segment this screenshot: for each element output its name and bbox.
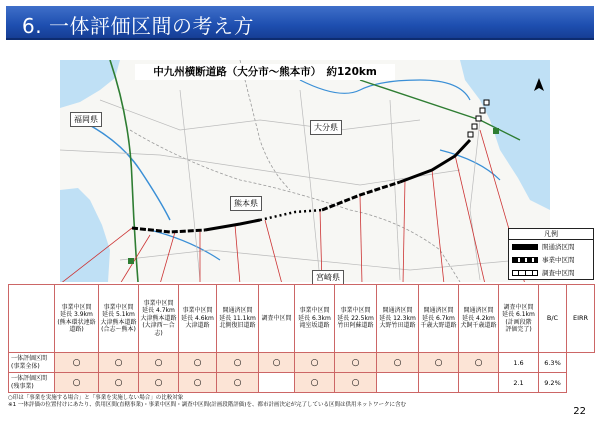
column-header-line: 大野竹田道路	[379, 322, 416, 330]
column-header-line: 事業中区間	[103, 303, 134, 311]
column-header-line: 延長 11.1km	[219, 314, 256, 322]
column-header-line: (合志～熊本)	[101, 326, 136, 333]
column-header-line: 延長 6.1km	[502, 311, 535, 318]
inclusion-mark-cell: ○	[217, 373, 259, 393]
column-header-line: 開通済区間	[382, 307, 413, 315]
section-column-header	[179, 285, 217, 353]
section-column-header	[499, 285, 539, 353]
section-column-header	[459, 285, 499, 353]
legend-item-survey	[509, 266, 593, 279]
region-label-kumamoto: 熊本県	[230, 196, 262, 211]
inclusion-mark-cell: ○	[139, 373, 179, 393]
section-column-header	[567, 285, 595, 353]
legend-item-label: 事業中区間	[542, 256, 575, 264]
column-header-line: (熊本環状連絡道路)	[57, 318, 96, 333]
column-header-line: (大津西～合志)	[142, 322, 175, 337]
column-header-line: 調査中区間	[261, 314, 292, 322]
column-header-line: B/C	[546, 314, 559, 323]
legend-item-project	[509, 253, 593, 266]
row-label-line: 一体評価区間	[11, 374, 48, 382]
column-header-line: 延長 4.2km	[462, 314, 495, 322]
north-arrow-icon	[533, 78, 545, 92]
column-header-line: 延長 3.9km	[60, 311, 93, 318]
inclusion-mark-cell: ○	[295, 353, 335, 373]
column-header-line: (計画段階	[505, 318, 532, 326]
section-column-header	[539, 285, 567, 353]
table-header-row	[9, 285, 595, 353]
row-label	[9, 373, 55, 393]
column-header-line: 大津道路	[185, 322, 210, 330]
inclusion-mark-cell: ○	[377, 353, 419, 373]
column-header-line: 大津熊本道路	[100, 318, 137, 326]
page-number: 22	[573, 406, 586, 417]
region-label-miyazaki: 宮崎県	[312, 270, 344, 285]
column-header-line: 開通済区間	[463, 307, 494, 315]
section-column-header	[55, 285, 99, 353]
column-header-line: 延長 5.1km	[102, 311, 135, 318]
column-header-line: 千歳大野道路	[420, 322, 457, 330]
page-title: 6. 一体評価区間の考え方	[22, 14, 254, 38]
column-header-line: 評価完了)	[505, 326, 532, 333]
table-corner-cell	[9, 285, 55, 353]
legend-item-open	[509, 240, 593, 253]
title-bar	[6, 6, 594, 40]
column-header-line: 大津熊本道路	[140, 314, 177, 322]
section-column-header	[139, 285, 179, 353]
bc-value: 1.6	[499, 353, 539, 373]
row-label	[9, 353, 55, 373]
region-label-oita: 大分県	[310, 120, 342, 135]
evaluation-table	[8, 284, 595, 393]
route-map	[60, 60, 550, 282]
column-header-line: 延長 6.3km	[298, 314, 331, 322]
column-header-line: 滝室坂道路	[299, 322, 330, 330]
inclusion-mark-cell: ○	[139, 353, 179, 373]
inclusion-mark-cell: ○	[99, 353, 139, 373]
project-section-swatch-icon	[512, 257, 538, 263]
column-header-line: 調査中区間	[503, 303, 534, 311]
column-header-line: 犬飼千歳道路	[460, 322, 497, 330]
column-header-line: 延長 22.5km	[337, 314, 374, 322]
legend-item-label: 調査中区間	[542, 269, 575, 277]
section-column-header	[295, 285, 335, 353]
inclusion-mark-cell	[377, 373, 419, 393]
survey-section-swatch-icon	[512, 270, 538, 276]
table-row	[9, 353, 595, 373]
column-header-line: 事業中区間	[182, 307, 213, 315]
region-label-fukuoka: 福岡県	[70, 112, 102, 127]
column-header-line: 北側復旧道路	[219, 322, 256, 330]
section-column-header	[335, 285, 377, 353]
row-label-line: (残事業)	[11, 382, 34, 390]
inclusion-mark-cell: ○	[419, 353, 459, 373]
column-header-line: EIRR	[572, 314, 589, 323]
bc-value: 2.1	[499, 373, 539, 393]
inclusion-mark-cell	[259, 373, 295, 393]
column-header-line: 事業中区間	[299, 307, 330, 315]
eirr-value: 9.2%	[539, 373, 567, 393]
column-header-line: 延長 4.7km	[142, 307, 175, 315]
section-column-header	[99, 285, 139, 353]
row-label-line: 一体評価区間	[11, 354, 48, 362]
inclusion-mark-cell: ○	[335, 353, 377, 373]
column-header-line: 竹田阿蘇道路	[337, 322, 374, 330]
inclusion-mark-cell: ○	[179, 373, 217, 393]
column-header-line: 事業中区間	[143, 299, 174, 307]
eirr-value: 6.3%	[539, 353, 567, 373]
inclusion-mark-cell: ○	[217, 353, 259, 373]
map-legend	[508, 228, 594, 280]
inclusion-mark-cell: ○	[295, 373, 335, 393]
section-column-header	[377, 285, 419, 353]
column-header-line: 事業中区間	[340, 307, 371, 315]
open-section-swatch-icon	[512, 244, 538, 250]
inclusion-mark-cell: ○	[55, 353, 99, 373]
footnote-line-1: ○印は「事業を実施する場合」と「事業を実施しない場合」の比較対象	[8, 395, 184, 401]
inclusion-mark-cell	[419, 373, 459, 393]
inclusion-mark-cell: ○	[55, 373, 99, 393]
column-header-line: 延長 12.3km	[379, 314, 416, 322]
column-header-line: 延長 6.7km	[422, 314, 455, 322]
footnote-line-2: ※1 一体評価の位置付けにあたり、供用区間(直轄事業)・事業中区間・調査中区間(計画段階評価)を、都市計画決定が完了している区間は供用ネットワークに含む	[8, 402, 406, 409]
column-header-line: 開通済区間	[423, 307, 454, 315]
legend-title: 凡例	[509, 229, 593, 240]
inclusion-mark-cell	[459, 373, 499, 393]
inclusion-mark-cell: ○	[99, 373, 139, 393]
map-svg	[60, 60, 550, 282]
map-title: 中九州横断道路（大分市～熊本市） 約120km	[135, 64, 395, 80]
inclusion-mark-cell: ○	[335, 373, 377, 393]
inclusion-mark-cell: ○	[179, 353, 217, 373]
column-header-line: 開通済区間	[222, 307, 253, 315]
column-header-line: 延長 4.6km	[181, 314, 214, 322]
legend-item-label: 開通済区間	[542, 243, 575, 251]
section-column-header	[259, 285, 295, 353]
section-column-header	[419, 285, 459, 353]
row-label-line: (事業全体)	[11, 362, 40, 370]
table-row	[9, 373, 595, 393]
inclusion-mark-cell: ○	[459, 353, 499, 373]
column-header-line: 事業中区間	[61, 303, 92, 311]
footnote	[8, 395, 406, 410]
section-column-header	[217, 285, 259, 353]
inclusion-mark-cell: ○	[259, 353, 295, 373]
